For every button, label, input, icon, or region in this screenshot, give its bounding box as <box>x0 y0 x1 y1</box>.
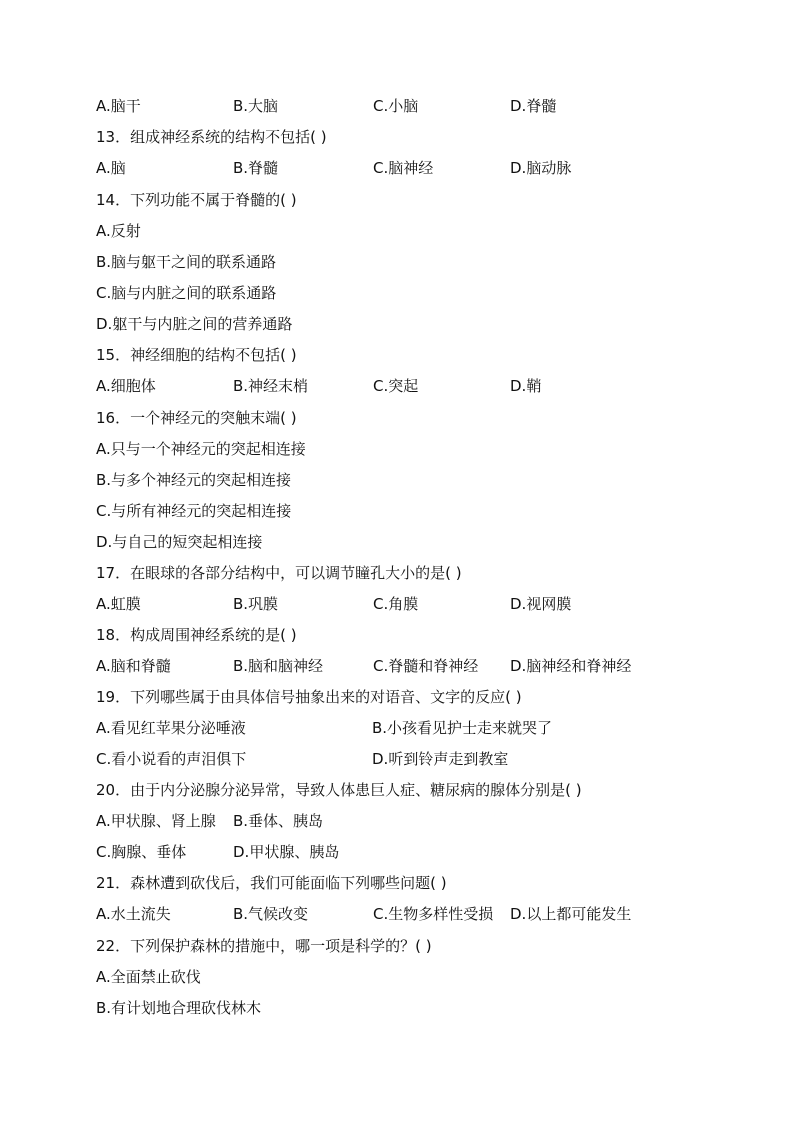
q18-option-c: C.脊髓和脊神经 <box>373 657 479 675</box>
q13-option-d: D.脑动脉 <box>510 159 572 177</box>
q16-option-d: D.与自己的短突起相连接 <box>96 533 263 551</box>
q20-option-d: D.甲状腺、胰岛 <box>233 843 340 861</box>
q17-option-a: A.虹膜 <box>96 595 141 613</box>
q20-option-a: A.甲状腺、肾上腺 <box>96 812 216 830</box>
q19-option-b: B.小孩看见护士走来就哭了 <box>372 719 553 737</box>
q13-option-c: C.脑神经 <box>373 159 434 177</box>
q17-option-b: B.巩膜 <box>233 595 279 613</box>
q12-option-c: C.小脑 <box>373 97 419 115</box>
q21-option-b: B.气候改变 <box>233 905 309 923</box>
q14-option-d: D.躯干与内脏之间的营养通路 <box>96 315 293 333</box>
q19-option-d: D.听到铃声走到教室 <box>372 750 509 768</box>
q12-option-a: A.脑干 <box>96 97 141 115</box>
q15-option-d: D.鞘 <box>510 377 542 395</box>
q21-stem: 21．森林遭到砍伐后，我们可能面临下列哪些问题( ) <box>96 874 447 892</box>
q12-option-d: D.脊髓 <box>510 97 557 115</box>
q15-stem: 15．神经细胞的结构不包括( ) <box>96 346 297 364</box>
q15-option-a: A.细胞体 <box>96 377 156 395</box>
q22-option-b: B.有计划地合理砍伐林木 <box>96 999 262 1017</box>
q12-option-b: B.大脑 <box>233 97 279 115</box>
q14-option-a: A.反射 <box>96 222 141 240</box>
q15-option-b: B.神经末梢 <box>233 377 309 395</box>
q15-option-c: C.突起 <box>373 377 419 395</box>
q14-stem: 14．下列功能不属于脊髓的( ) <box>96 191 297 209</box>
q20-stem: 20．由于内分泌腺分泌异常，导致人体患巨人症、糖尿病的腺体分别是( ) <box>96 781 582 799</box>
q19-option-a: A.看见红苹果分泌唾液 <box>96 719 246 737</box>
q18-option-d: D.脑神经和脊神经 <box>510 657 632 675</box>
q13-option-a: A.脑 <box>96 159 126 177</box>
q19-option-c: C.看小说看的声泪俱下 <box>96 750 247 768</box>
q13-option-b: B.脊髓 <box>233 159 279 177</box>
q17-option-c: C.角膜 <box>373 595 419 613</box>
q22-option-a: A.全面禁止砍伐 <box>96 968 201 986</box>
q16-option-a: A.只与一个神经元的突起相连接 <box>96 440 306 458</box>
q22-stem: 22．下列保护森林的措施中，哪一项是科学的？( ) <box>96 937 432 955</box>
q16-stem: 16．一个神经元的突触末端( ) <box>96 409 297 427</box>
q16-option-c: C.与所有神经元的突起相连接 <box>96 502 292 520</box>
q14-option-b: B.脑与躯干之间的联系通路 <box>96 253 277 271</box>
q14-option-c: C.脑与内脏之间的联系通路 <box>96 284 277 302</box>
q20-option-c: C.胸腺、垂体 <box>96 843 187 861</box>
q19-stem: 19．下列哪些属于由具体信号抽象出来的对语音、文字的反应( ) <box>96 688 522 706</box>
q21-option-a: A.水土流失 <box>96 905 171 923</box>
q21-option-d: D.以上都可能发生 <box>510 905 632 923</box>
q17-stem: 17．在眼球的各部分结构中，可以调节瞳孔大小的是( ) <box>96 564 462 582</box>
q18-option-a: A.脑和脊髓 <box>96 657 171 675</box>
q16-option-b: B.与多个神经元的突起相连接 <box>96 471 292 489</box>
q20-option-b: B.垂体、胰岛 <box>233 812 324 830</box>
q21-option-c: C.生物多样性受损 <box>373 905 494 923</box>
q18-stem: 18．构成周围神经系统的是( ) <box>96 626 297 644</box>
q17-option-d: D.视网膜 <box>510 595 572 613</box>
q18-option-b: B.脑和脑神经 <box>233 657 324 675</box>
q13-stem: 13．组成神经系统的结构不包括( ) <box>96 128 327 146</box>
